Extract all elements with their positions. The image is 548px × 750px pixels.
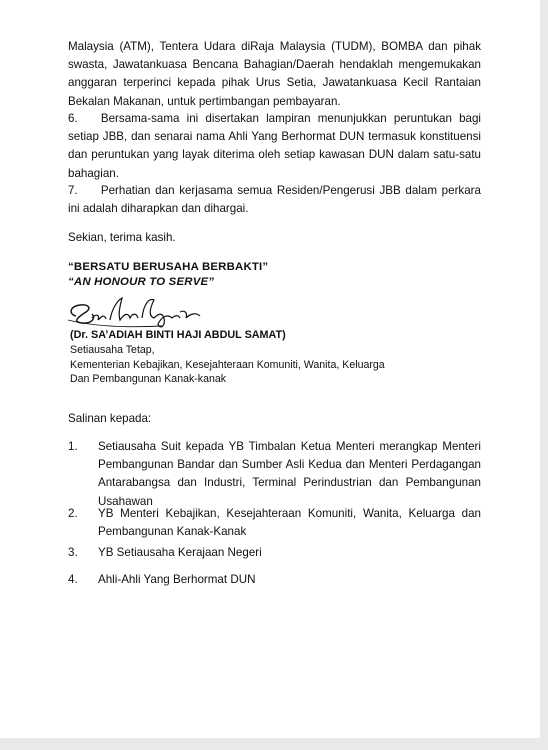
cc-list-item <box>68 571 481 589</box>
cc-list-text: Ahli-Ahli Yang Berhormat DUN <box>98 573 256 586</box>
cc-list-item <box>68 544 481 562</box>
cc-list-number: 2. <box>68 507 78 520</box>
motto-malay: “BERSATU BERUSAHA BERBAKTI” <box>68 261 269 273</box>
closing-line: Sekian, terima kasih. <box>68 231 176 244</box>
cc-heading: Salinan kepada: <box>68 412 152 425</box>
signatory-title-line-1: Setiausaha Tetap, <box>70 344 155 356</box>
signatory-title-line-2: Kementerian Kebajikan, Kesejahteraan Komuniti, Wanita, Keluarga <box>70 358 385 371</box>
signatory-title-line-3: Dan Pembangunan Kanak-kanak <box>70 373 227 386</box>
signatory-title <box>70 343 385 387</box>
cc-list-number: 1. <box>68 440 78 453</box>
signatory-name: (Dr. SA’ADIAH BINTI HAJI ABDUL SAMAT) <box>70 329 286 341</box>
cc-list-item <box>68 505 481 541</box>
cc-list-item <box>68 438 481 511</box>
cc-list-text: YB Setiausaha Kerajaan Negeri <box>98 546 262 559</box>
motto-english: “AN HONOUR TO SERVE” <box>68 276 215 288</box>
cc-list-text: Setiausaha Suit kepada YB Timbalan Ketua Menteri merangkap Menteri Pembangunan Bandar dan Sumber Asli Kedua dan Menteri Perdagangan Antarabangsa dan Industri, Terminal Perindustrian dan Pembangunan Usahawan <box>98 440 481 508</box>
paragraph-7: 7. Perhatian dan kerjasama semua Residen/Pengerusi JBB dalam perkara ini adalah diharapkan dan dihargai. <box>68 184 481 216</box>
paragraph-6: 6. Bersama-sama ini disertakan lampiran menunjukkan peruntukan bagi setiap JBB, dan senarai nama Ahli Yang Berhormat DUN termasuk konstituensi dan peruntukan yang layak diterima oleh setiap kawasan DUN dalam satu-satu bahagian. <box>68 112 481 180</box>
page-edge-bottom <box>0 738 548 750</box>
cc-list-text: YB Menteri Kebajikan, Kesejahteraan Komuniti, Wanita, Keluarga dan Pembangunan Kanak-Kanak <box>98 507 481 539</box>
cc-list-number: 3. <box>68 546 78 559</box>
page-edge-right <box>540 0 548 750</box>
cc-list-number: 4. <box>68 573 78 586</box>
paragraph-continuation: Malaysia (ATM), Tentera Udara diRaja Malaysia (TUDM), BOMBA dan pihak swasta, Jawatankuasa Bencana Bahagian/Daerah hendaklah mengemukakan anggaran terperinci kepada pihak Urus Setia, Jawatankuasa Kecil Rantaian Bekalan Makanan, untuk pertimbangan pembayaran. <box>68 40 481 108</box>
